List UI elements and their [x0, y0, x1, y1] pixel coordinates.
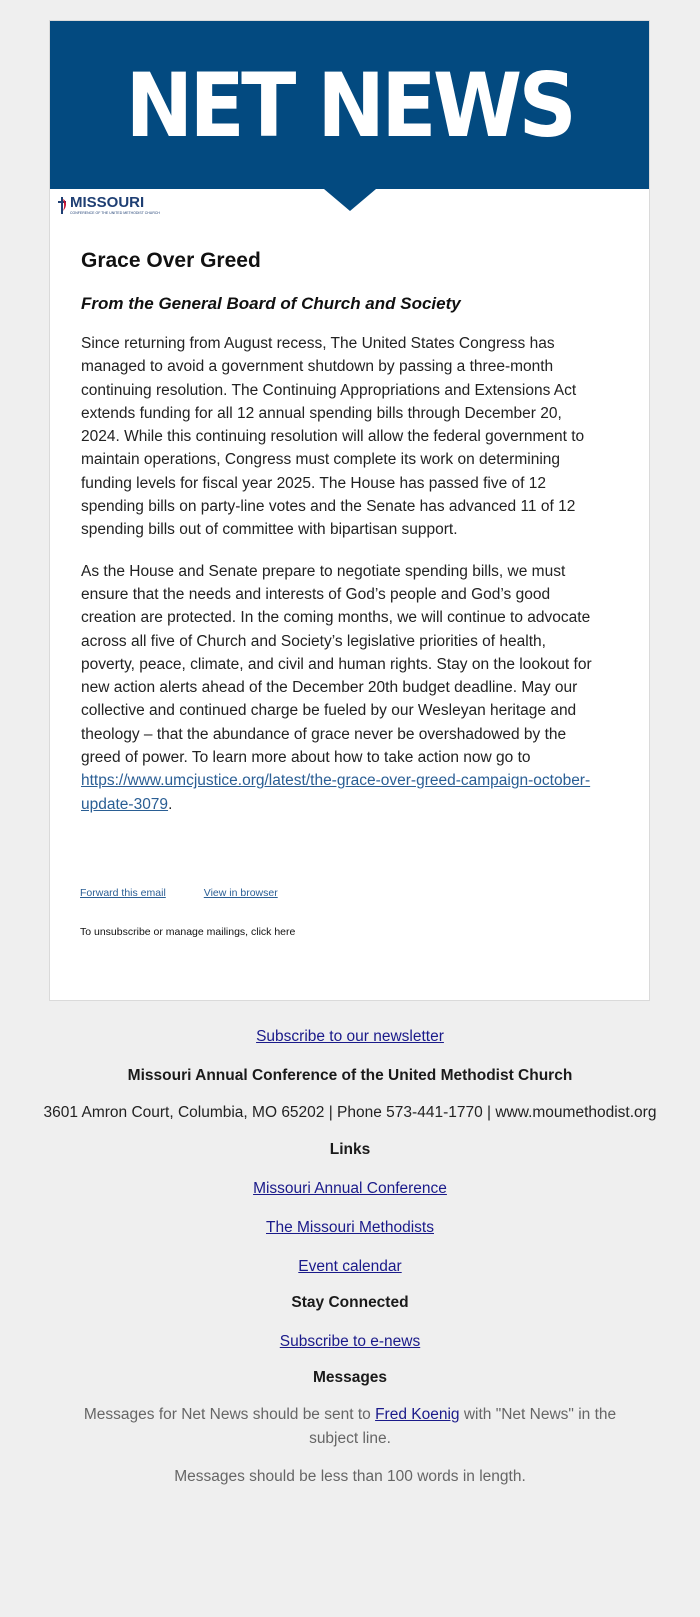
- forward-email-link[interactable]: Forward this email: [80, 887, 166, 899]
- link-missouri-methodists[interactable]: The Missouri Methodists: [266, 1219, 434, 1236]
- missouri-logo: [56, 195, 160, 216]
- stay-connected-heading: Stay Connected: [291, 1294, 409, 1311]
- article-paragraph-1: Since returning from August recess, The United States Congress has managed to avoid a government shutdown by passing a three-month continuing resolution. The Continuing Appropriations and Extensions Act extends funding for all 12 annual spending bills through December 20, 2024. While this continuing resolution will allow the federal government to maintain operations, Congress must complete its work on determining funding levels for fiscal year 2025. The House has passed five of 12 spending bills on party-line votes and the Senate has advanced 11 of 12 spending bills out of committee with bipartisan support.: [81, 335, 585, 539]
- campaign-link[interactable]: https://www.umcjustice.org/latest/the-grace-over-greed-campaign-october-update-3079: [81, 772, 591, 813]
- utility-links: [80, 887, 278, 899]
- article-paragraph-2-text: As the House and Senate prepare to negotiate spending bills, we must ensure that the needs and interests of God’s people and God’s good creation are protected. In the coming months, we will continue to advocate across all five of Church and Society’s legislative priorities of health, poverty, peace, climate, and civil and human rights. Stay on the lookout for new action alerts ahead of the December 20th budget deadline. May our collective and continued charge be fueled by our Wesleyan heritage and theology – that the abundance of grace never be overshadowed by the greed of power. To learn more about how to take action now go to: [81, 562, 592, 767]
- net-news-banner: [50, 21, 649, 189]
- banner-pointer: [324, 189, 376, 211]
- messages-heading: Messages: [312, 1369, 388, 1386]
- view-in-browser-link[interactable]: View in browser: [203, 887, 278, 899]
- cross-flame-icon: [56, 195, 68, 215]
- article-title: Grace Over Greed: [81, 249, 261, 272]
- subscribe-newsletter-link[interactable]: Subscribe to our newsletter: [256, 1028, 444, 1045]
- article-paragraph-2: [81, 560, 601, 816]
- email-card: [49, 20, 650, 1001]
- messages-length-note: Messages should be less than 100 words in length.: [174, 1468, 526, 1485]
- banner-title: NET NEWS: [125, 53, 574, 157]
- fred-koenig-link[interactable]: Fred Koenig: [375, 1406, 460, 1423]
- logo-subtitle: CONFERENCE OF THE UNITED METHODIST CHURCH: [70, 211, 160, 215]
- footer: [0, 1026, 700, 1489]
- organization-name: Missouri Annual Conference of the United Methodist Church: [127, 1067, 573, 1084]
- unsubscribe-text[interactable]: To unsubscribe or manage mailings, click here: [80, 926, 296, 938]
- article: [81, 243, 601, 816]
- links-heading: Links: [329, 1141, 371, 1158]
- messages-instructions: [70, 1403, 630, 1451]
- address-line: 3601 Amron Court, Columbia, MO 65202 | Phone 573-441-1770 | www.moumethodist.org: [43, 1104, 657, 1121]
- messages-before: Messages for Net News should be sent to: [83, 1406, 376, 1423]
- subscribe-enews-link[interactable]: Subscribe to e-news: [279, 1333, 421, 1350]
- link-missouri-annual-conference[interactable]: Missouri Annual Conference: [253, 1180, 447, 1197]
- messages-after: with "Net News" in the subject line.: [309, 1406, 617, 1447]
- paragraph-end: .: [168, 795, 173, 813]
- article-subtitle: From the General Board of Church and Society: [81, 294, 461, 313]
- link-event-calendar[interactable]: Event calendar: [298, 1258, 402, 1275]
- logo-name: MISSOURI: [70, 194, 145, 211]
